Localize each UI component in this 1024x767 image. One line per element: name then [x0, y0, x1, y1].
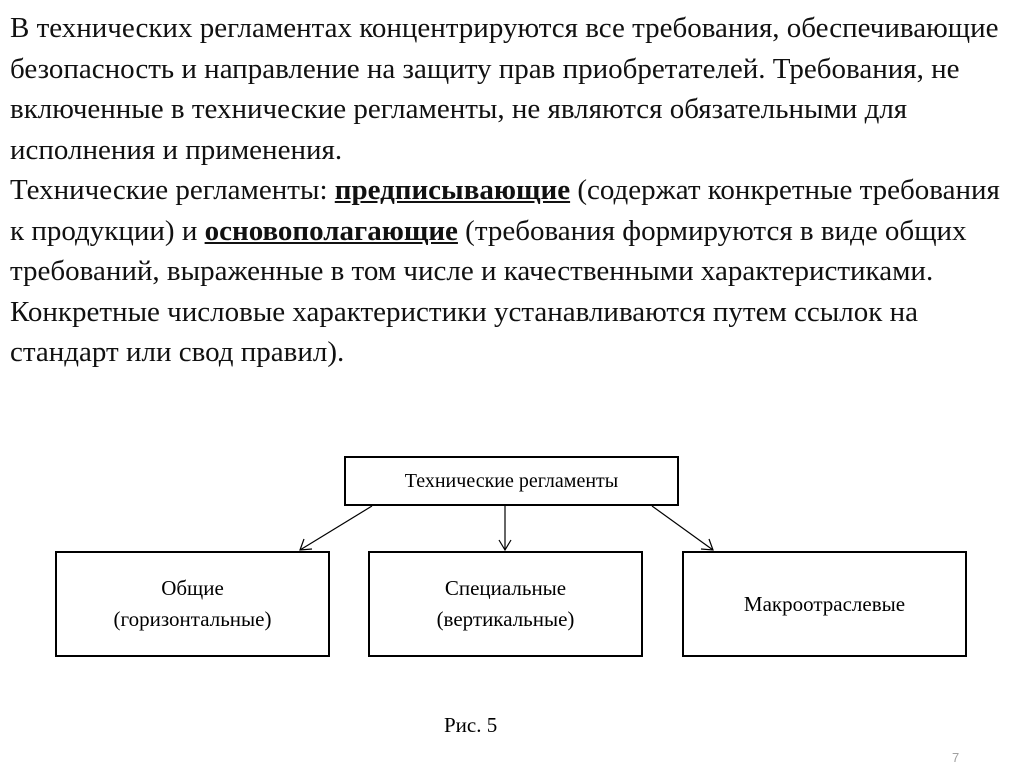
diagram-box-special [368, 551, 643, 657]
regulation-types-lead: Технические регламенты: [10, 174, 335, 206]
term-fundamental: основополагающие [204, 214, 458, 247]
diagram-box-general [55, 551, 330, 657]
general-subtitle: (горизонтальные) [113, 607, 272, 631]
diagram-root-box [344, 456, 679, 506]
figure-caption: Рис. 5 [444, 713, 498, 737]
term-prescriptive: предписывающие [334, 174, 571, 206]
connector-macro [652, 506, 713, 550]
connector-general [300, 506, 372, 550]
special-subtitle: (вертикальные) [436, 607, 575, 631]
paragraph-requirements: В технических регламентах концентрируются все требования, обеспечивающие безопасность и направление на защиту прав приобретателей. Требования, не включенные в технические регламенты, не являются обязательными для исполнения и применения. [10, 12, 999, 166]
page-number: 7 [952, 750, 960, 765]
general-title: Общие [161, 576, 224, 600]
macro-title: Макроотраслевые [743, 591, 906, 616]
diagram-box-macro [682, 551, 967, 657]
special-title: Специальные [444, 576, 567, 600]
prescriptive-description: (содержат конкретные требования к продукции) и [10, 174, 1000, 247]
fundamental-description: (требования формируются в виде общих требований, выраженные в том числе и качественными характеристиками. Конкретные числовые характеристики устанавливаются путем ссылок на стандарт или свод правил). [10, 214, 967, 368]
diagram-root-label: Технические регламенты [404, 469, 619, 492]
